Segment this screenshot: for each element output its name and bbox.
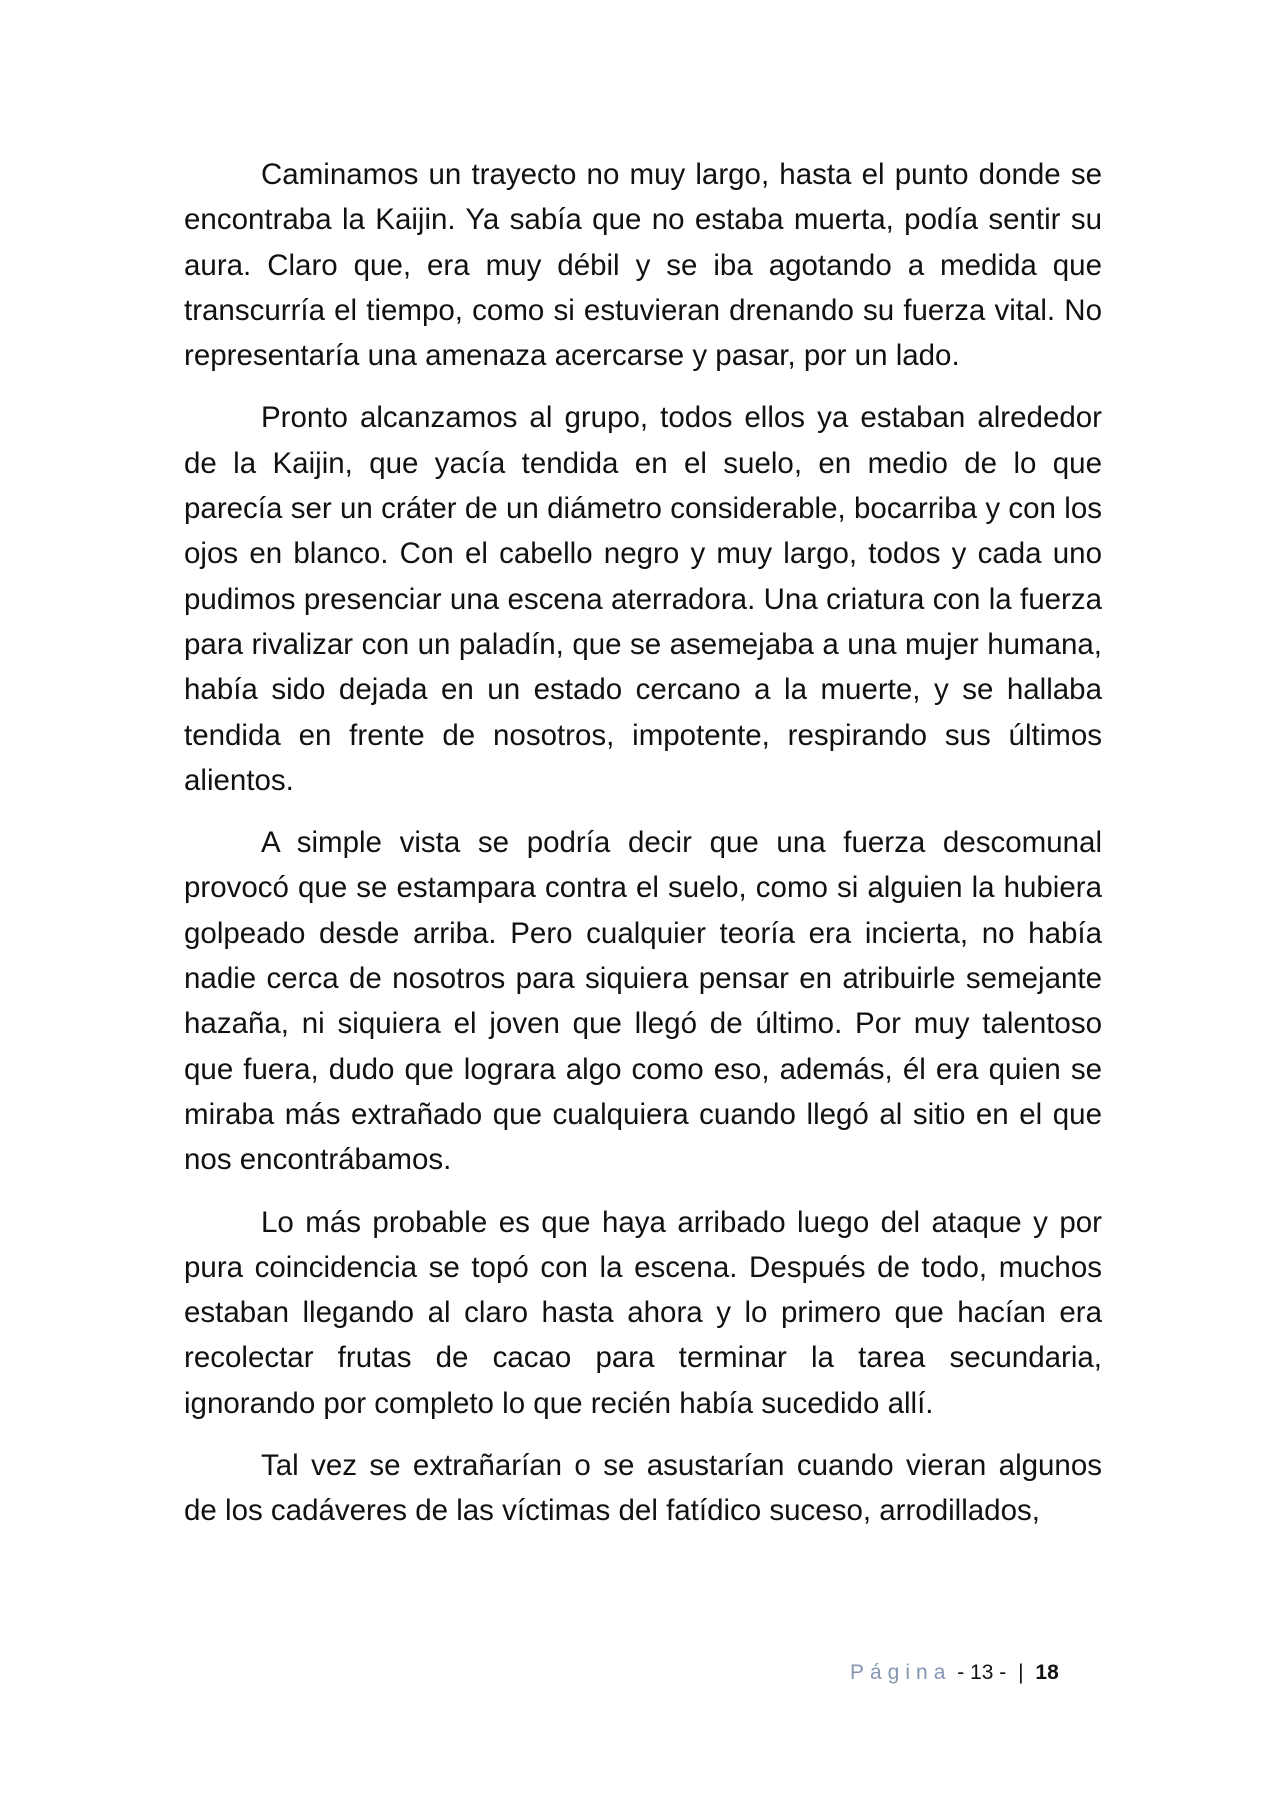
page-footer [850, 1655, 1100, 1691]
paragraph-3: A simple vista se podría decir que una fuerza descomunal provocó que se estampara contra el suelo, como si alguien la hubiera golpeado desde arriba. Pero cualquier teoría era incierta, no había nadie cerca de nosotros para siquiera pensar en atribuirle semejante hazaña, ni siquiera el joven que llegó de último. Por muy talentoso que fuera, dudo que lograra algo como eso, además, él era quien se miraba más extrañado que cualquiera cuando llegó al sitio en el que nos encontrábamos. [184, 826, 1102, 1177]
total-pages: 18 [1035, 1661, 1059, 1684]
paragraph-1: Caminamos un trayecto no muy largo, hasta el punto donde se encontraba la Kaijin. Ya sabía que no estaba muerta, podía sentir su aura. Claro que, era muy débil y se iba agotando a medida que transcurría el tiempo, como si estuvieran drenando su fuerza vital. No representaría una amenaza acercarse y pasar, por un lado. [184, 158, 1102, 373]
page-label: Página [850, 1661, 952, 1684]
page-number: - 13 - [957, 1661, 1007, 1684]
paragraph-2: Pronto alcanzamos al grupo, todos ellos ya estaban alrededor de la Kaijin, que yacía tendida en el suelo, en medio de lo que parecía ser un cráter de un diámetro considerable, bocarriba y con los ojos en blanco. Con el cabello negro y muy largo, todos y cada uno pudimos presenciar una escena aterradora. Una criatura con la fuerza para rivalizar con un paladín, que se asemejaba a una mujer humana, había sido dejada en un estado cercano a la muerte, y se hallaba tendida en frente de nosotros, impotente, respirando sus últimos alientos. [184, 401, 1102, 797]
page-separator: | [1018, 1661, 1024, 1684]
paragraph-5: Tal vez se extrañarían o se asustarían cuando vieran algunos de los cadáveres de las víctimas del fatídico suceso, arrodillados, [184, 1449, 1102, 1528]
paragraph-4: Lo más probable es que haya arribado luego del ataque y por pura coincidencia se topó con la escena. Después de todo, muchos estaban llegando al claro hasta ahora y lo primero que hacían era recolectar frutas de cacao para terminar la tarea secundaria, ignorando por completo lo que recién había sucedido allí. [184, 1205, 1102, 1420]
body-text [184, 152, 1102, 1551]
